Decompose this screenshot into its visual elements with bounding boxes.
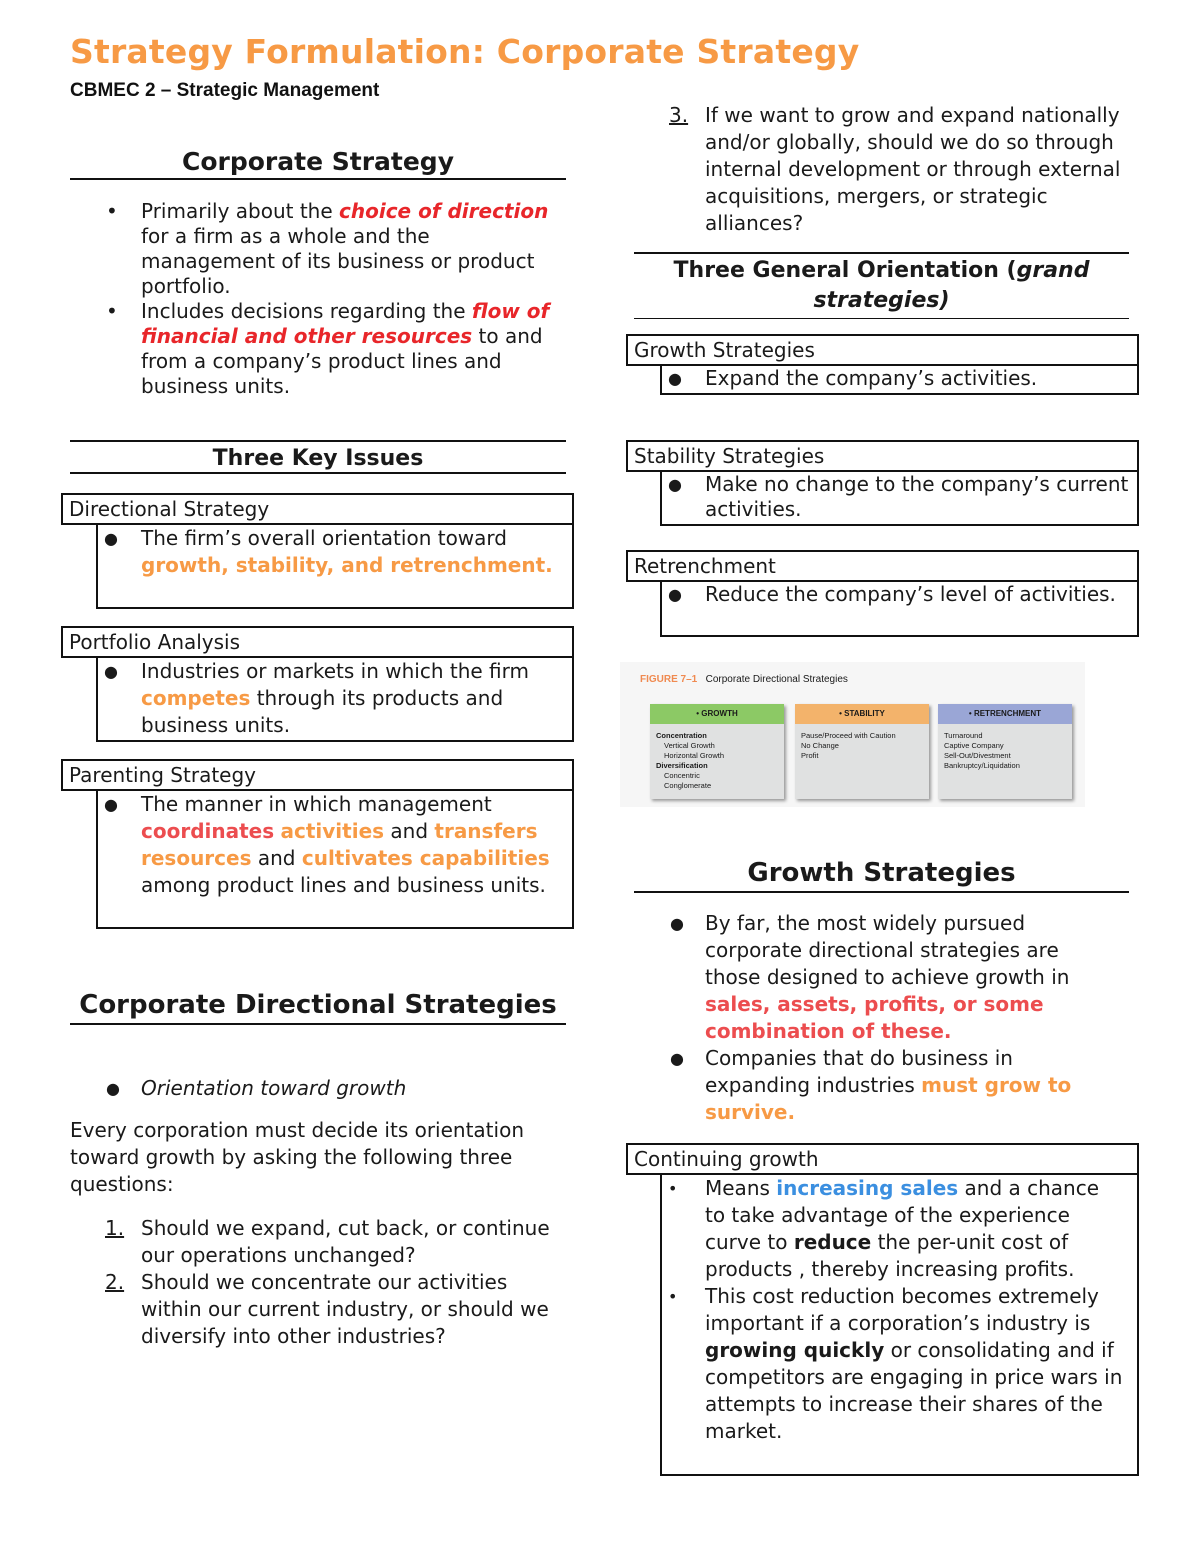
figure-list-item: Concentration — [656, 731, 707, 740]
directional-strategy-body: ● The firm’s overall orientation toward growth, stability, and retrenchment. — [96, 525, 574, 609]
question-item: 3. If we want to grow and expand nationally and/or globally, should we do so through internal development or through external acquisitions, mergers, or strategic alliances? — [669, 103, 1121, 235]
course-subtitle: CBMEC 2 – Strategic Management — [70, 80, 380, 101]
growth-strategies-box-body: ● Expand the company’s activities. — [660, 366, 1139, 395]
retrenchment-box-body: ● Reduce the company’s level of activities. — [660, 582, 1139, 637]
figure-list-item: No Change — [801, 741, 839, 750]
figure-retrenchment-list — [938, 724, 1072, 778]
figure-list-item: Sell-Out/Divestment — [944, 751, 1011, 760]
page-title: Strategy Formulation: Corporate Strategy — [70, 32, 860, 71]
directional-strategies-heading: Corporate Directional Strategies — [70, 988, 566, 1025]
figure-list-item: Captive Company — [944, 741, 1004, 750]
figure-list-item: Turnaround — [944, 731, 983, 740]
portfolio-analysis-title: Portfolio Analysis — [61, 626, 574, 658]
figure-stability-header: • STABILITY — [795, 704, 929, 724]
directional-strategies-figure — [620, 662, 1085, 807]
stability-strategies-box-title: Stability Strategies — [626, 440, 1139, 472]
list-item: • Primarily about the choice of direction for a firm as a whole and the management of its business or product portfolio. — [106, 199, 549, 298]
figure-retrenchment-card — [938, 704, 1072, 799]
portfolio-analysis-body: ● Industries or markets in which the firm competes through its products and business units. — [96, 658, 574, 742]
stability-strategies-box-body: ● Make no change to the company’s current activities. — [660, 472, 1139, 526]
list-item: ● Companies that do business in expanding industries must grow to survive. — [670, 1046, 1072, 1124]
list-item: • Includes decisions regarding the flow of financial and other resources to and from a company’s product lines and business units. — [106, 299, 550, 398]
question-list — [70, 1215, 560, 1350]
question-item: 2. Should we concentrate our activities within our current industry, or should we diversify into other industries? — [105, 1270, 549, 1348]
directional-intro: Every corporation must decide its orientation toward growth by asking the following three questions: — [70, 1118, 524, 1196]
figure-list-item: Pause/Proceed with Caution — [801, 731, 896, 740]
figure-caption: FIGURE 7–1 Corporate Directional Strategies — [640, 674, 848, 685]
retrenchment-box-title: Retrenchment — [626, 550, 1139, 582]
figure-growth-list — [650, 724, 784, 798]
figure-list-item: Concentric — [664, 771, 700, 780]
figure-list-item: Horizontal Growth — [664, 751, 725, 760]
growth-strategies-box-title: Growth Strategies — [626, 334, 1139, 366]
parenting-strategy-title: Parenting Strategy — [61, 759, 574, 791]
figure-list-item: Conglomerate — [664, 781, 712, 790]
list-item: ● By far, the most widely pursued corporate directional strategies are those designed to achieve growth in sales, assets, profits, or some combination of these. — [670, 911, 1070, 1043]
growth-strategies-list — [634, 910, 1114, 1126]
figure-growth-card — [650, 704, 784, 799]
key-issues-heading: Three Key Issues — [70, 446, 566, 474]
figure-stability-card — [795, 704, 929, 799]
figure-list-item: Vertical Growth — [664, 741, 715, 750]
growth-strategies-heading: Growth Strategies — [634, 856, 1129, 893]
figure-stability-list — [795, 724, 929, 768]
figure-list-item: Bankruptcy/Liquidation — [944, 761, 1020, 770]
figure-list-item: Diversification — [656, 761, 708, 770]
divider — [70, 440, 566, 442]
grand-strategies-heading: Three General Orientation (grand strategies) — [634, 256, 1129, 319]
corporate-strategy-list — [70, 199, 566, 399]
question-item: 1. Should we expand, cut back, or continue our operations unchanged? — [105, 1216, 550, 1267]
continuing-growth-body: • Means increasing sales and a chance to take advantage of the experience curve to reduce the per-unit cost of products , thereby increasing profits. • This cost reduction becomes extremely important if a corporation’s industry is growing quickly or consolidating and if competitors are engaging in price wars in attempts to increase their shares of the market. — [660, 1175, 1139, 1476]
list-item: ● Orientation toward growth — [106, 1076, 407, 1100]
figure-growth-header: • GROWTH — [650, 704, 784, 724]
corporate-strategy-heading: Corporate Strategy — [70, 146, 566, 180]
continuing-growth-title: Continuing growth — [626, 1143, 1139, 1175]
figure-list-item: Profit — [801, 751, 819, 760]
divider — [634, 252, 1129, 254]
directional-strategy-title: Directional Strategy — [61, 493, 574, 525]
parenting-strategy-body: ● The manner in which management coordinates activities and transfers resources and cultivates capabilities among product lines and business units. — [96, 791, 574, 929]
directional-bullet-list — [70, 1076, 566, 1101]
figure-retrenchment-header: • RETRENCHMENT — [938, 704, 1072, 724]
question-list-continued — [634, 102, 1134, 237]
